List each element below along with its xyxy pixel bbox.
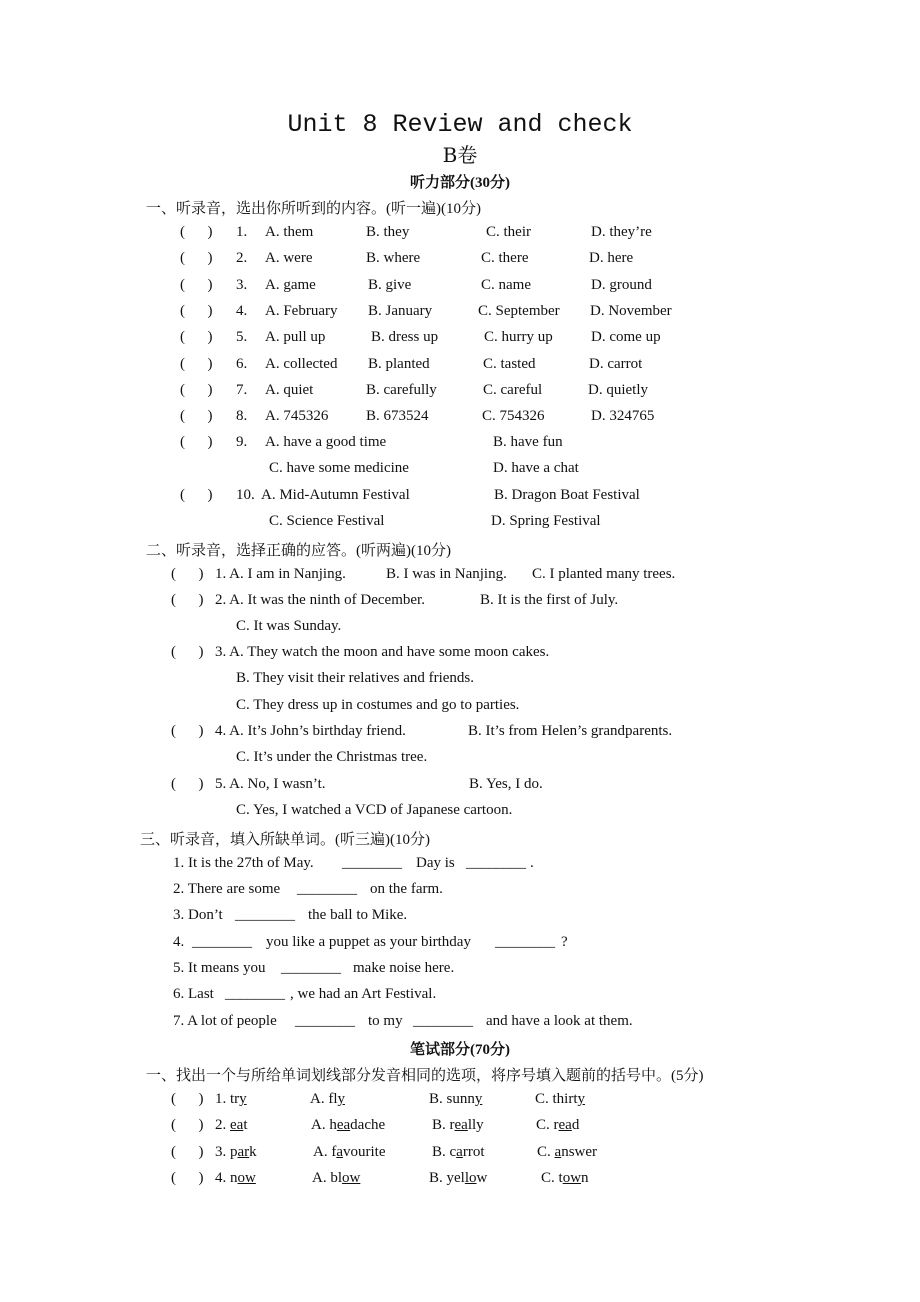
fill-blank[interactable]: ________: [342, 855, 402, 871]
fill-blank[interactable]: ________: [192, 934, 252, 950]
p2-q5-a: 5. A. No, I wasn’t.: [215, 776, 326, 792]
question-number: 6.: [236, 356, 248, 372]
fill-blank[interactable]: ________: [281, 960, 341, 976]
option-c[interactable]: C. Science Festival: [269, 513, 385, 529]
answer-bracket[interactable]: ( ): [180, 408, 213, 424]
answer-bracket[interactable]: ( ): [171, 566, 204, 582]
underlined-letters: ow: [562, 1170, 582, 1186]
option-a[interactable]: A. blow: [312, 1170, 361, 1186]
p3-item6: [0, 986, 437, 1008]
option-b[interactable]: B. they: [366, 224, 410, 240]
p2-q5-c-row: [0, 802, 513, 824]
answer-bracket[interactable]: ( ): [180, 434, 213, 450]
option-c[interactable]: C. tasted: [483, 356, 536, 372]
underlined-letters: ea: [336, 1117, 351, 1133]
option-b[interactable]: B. carefully: [366, 382, 437, 398]
option-c[interactable]: C. thirty: [535, 1091, 586, 1107]
answer-bracket[interactable]: ( ): [180, 224, 213, 240]
option-b[interactable]: B. dress up: [371, 329, 439, 345]
question-number: 2. eat: [215, 1117, 248, 1133]
listening-part1-instruction: 一、听录音，选出你所听到的内容。(听一遍)(10分): [146, 201, 481, 217]
option-c[interactable]: C. town: [541, 1170, 589, 1186]
option-a[interactable]: A. headache: [311, 1117, 386, 1133]
p3-text: 7. A lot of people: [173, 1013, 277, 1029]
p3-text: , we had an Art Festival.: [290, 986, 437, 1002]
underlined-letters: y: [577, 1091, 586, 1107]
p3-text: you like a puppet as your birthday: [266, 934, 471, 950]
p3-text: .: [530, 855, 534, 871]
p2-q3-c-row: [0, 697, 520, 719]
option-c[interactable]: C. answer: [537, 1144, 598, 1160]
option-d[interactable]: D. November: [590, 303, 672, 319]
underlined-letters: ea: [454, 1117, 468, 1133]
option-a[interactable]: A. pull up: [265, 329, 326, 345]
written-heading: 笔试部分(70分): [410, 1042, 510, 1058]
option-b[interactable]: B. Dragon Boat Festival: [494, 487, 640, 503]
answer-bracket[interactable]: ( ): [171, 1117, 204, 1133]
option-c[interactable]: C. hurry up: [484, 329, 553, 345]
option-b[interactable]: B. have fun: [493, 434, 563, 450]
fill-blank[interactable]: ________: [297, 881, 357, 897]
option-c[interactable]: C. read: [536, 1117, 580, 1133]
p3-text: 3. Don’t: [173, 907, 223, 923]
p2-q5-c: C. Yes, I watched a VCD of Japanese cartoon.: [236, 802, 513, 818]
p2-q3: [0, 644, 550, 666]
p2-q1-c: C. I planted many trees.: [532, 566, 676, 582]
option-a[interactable]: A. have a good time: [265, 434, 387, 450]
p3-item5: [0, 960, 455, 982]
option-c[interactable]: C. careful: [483, 382, 543, 398]
listening-part2-instruction: 二、听录音，选择正确的应答。(听两遍)(10分): [146, 543, 451, 559]
option-a[interactable]: A. Mid-Autumn Festival: [261, 487, 410, 503]
option-d[interactable]: D. they’re: [591, 224, 652, 240]
option-b[interactable]: B. January: [368, 303, 433, 319]
p2-q2: [0, 592, 619, 614]
p3-text: 5. It means you: [173, 960, 266, 976]
p3-text: Day is: [416, 855, 455, 871]
option-c[interactable]: C. there: [481, 250, 529, 266]
option-d[interactable]: D. 324765: [591, 408, 655, 424]
fill-blank[interactable]: ________: [495, 934, 555, 950]
answer-bracket[interactable]: ( ): [171, 723, 204, 739]
option-b[interactable]: B. yellow: [429, 1170, 488, 1186]
p2-q3-b: B. They visit their relatives and friends.: [236, 670, 475, 686]
answer-bracket[interactable]: ( ): [171, 592, 204, 608]
answer-bracket[interactable]: ( ): [180, 487, 213, 503]
option-d[interactable]: D. here: [589, 250, 634, 266]
p3-text: 4.: [173, 934, 185, 950]
option-b[interactable]: B. sunny: [429, 1091, 483, 1107]
answer-bracket[interactable]: ( ): [171, 1144, 204, 1160]
question-number: 3. park: [215, 1144, 257, 1160]
question-number: 5.: [236, 329, 248, 345]
option-d[interactable]: D. ground: [591, 277, 652, 293]
p3-text: and have a look at them.: [486, 1013, 633, 1029]
answer-bracket[interactable]: ( ): [180, 250, 213, 266]
underlined-letters: ea: [558, 1117, 572, 1133]
p2-q1-b: B. I was in Nanjing.: [386, 566, 507, 582]
p2-q4: [0, 723, 673, 745]
fill-blank[interactable]: ________: [413, 1013, 473, 1029]
answer-bracket[interactable]: ( ): [171, 1091, 204, 1107]
answer-bracket[interactable]: ( ): [171, 1170, 204, 1186]
option-b[interactable]: B. really: [432, 1117, 484, 1133]
written-part1-instruction: 一、找出一个与所给单词划线部分发音相同的选项，将序号填入题前的括号中。(5分): [146, 1068, 704, 1084]
underlined-letters: ow: [237, 1170, 256, 1186]
question-number: 8.: [236, 408, 248, 424]
question-number: 1. try: [215, 1091, 247, 1107]
underlined-letters: ar: [237, 1144, 250, 1160]
answer-bracket[interactable]: ( ): [180, 356, 213, 372]
p3-item3: [0, 907, 408, 929]
option-b[interactable]: B. give: [368, 277, 412, 293]
question-number: 1.: [236, 224, 248, 240]
underlined-letters: y: [474, 1091, 483, 1107]
p2-q3-a: 3. A. They watch the moon and have some moon cakes.: [215, 644, 550, 660]
answer-bracket[interactable]: ( ): [180, 329, 213, 345]
p2-q3-b-row: [0, 670, 475, 692]
underlined-letters: a: [554, 1144, 562, 1160]
option-c[interactable]: C. name: [481, 277, 531, 293]
page-title: Unit 8 Review and check: [287, 110, 633, 139]
option-d[interactable]: D. carrot: [589, 356, 643, 372]
question-number: 4.: [236, 303, 248, 319]
page-subtitle: B卷: [442, 143, 478, 167]
underlined-letters: y: [239, 1091, 247, 1107]
question-number: 7.: [236, 382, 248, 398]
listening-heading: 听力部分(30分): [410, 175, 510, 191]
fill-blank[interactable]: ________: [225, 986, 285, 1002]
question-number: 10.: [236, 487, 255, 503]
option-c[interactable]: C. 754326: [482, 408, 545, 424]
p2-q3-c: C. They dress up in costumes and go to parties.: [236, 697, 520, 713]
p3-text: 2. There are some: [173, 881, 281, 897]
p3-text: on the farm.: [370, 881, 443, 897]
answer-bracket[interactable]: ( ): [171, 644, 204, 660]
p2-q4-c-row: [0, 749, 428, 771]
underlined-letters: y: [337, 1091, 345, 1107]
p3-item7: [0, 1013, 633, 1035]
fill-blank[interactable]: ________: [235, 907, 295, 923]
option-d[interactable]: D. come up: [591, 329, 661, 345]
p2-q4-c: C. It’s under the Christmas tree.: [236, 749, 428, 765]
answer-bracket[interactable]: ( ): [180, 303, 213, 319]
fill-blank[interactable]: ________: [295, 1013, 355, 1029]
question-number: 4. now: [215, 1170, 256, 1186]
p3-item2: [0, 881, 443, 903]
p3-text: 1. It is the 27th of May.: [173, 855, 314, 871]
option-b[interactable]: B. where: [366, 250, 421, 266]
option-c[interactable]: C. September: [478, 303, 560, 319]
option-a[interactable]: A. fly: [310, 1091, 345, 1107]
option-d[interactable]: D. have a chat: [493, 460, 579, 476]
option-a[interactable]: A. 745326: [265, 408, 329, 424]
p2-q2-a: 2. A. It was the ninth of December.: [215, 592, 425, 608]
option-a[interactable]: A. quiet: [265, 382, 314, 398]
question-number: 9.: [236, 434, 248, 450]
p2-q2-cont: [0, 618, 342, 640]
question-number: 2.: [236, 250, 248, 266]
p3-text: 6. Last: [173, 986, 214, 1002]
option-a[interactable]: A. favourite: [313, 1144, 386, 1160]
answer-bracket[interactable]: ( ): [180, 277, 213, 293]
p2-q1: [0, 566, 676, 588]
answer-bracket[interactable]: ( ): [180, 382, 213, 398]
option-a[interactable]: A. were: [265, 250, 313, 266]
fill-blank[interactable]: ________: [466, 855, 526, 871]
p3-item1: [0, 855, 534, 877]
underlined-letters: lo: [464, 1170, 477, 1186]
underlined-letters: ea: [230, 1117, 244, 1133]
option-d[interactable]: D. Spring Festival: [491, 513, 601, 529]
p2-q1-a: 1. A. I am in Nanjing.: [215, 566, 346, 582]
option-c[interactable]: C. their: [486, 224, 531, 240]
p3-text: to my: [368, 1013, 403, 1029]
option-a[interactable]: A. them: [265, 224, 314, 240]
p3-text: the ball to Mike.: [308, 907, 408, 923]
p2-q5-b: B. Yes, I do.: [469, 776, 543, 792]
underlined-letters: a: [456, 1144, 463, 1160]
answer-bracket[interactable]: ( ): [171, 776, 204, 792]
option-b[interactable]: B. carrot: [432, 1144, 485, 1160]
underlined-letters: ow: [342, 1170, 361, 1186]
p2-q5: [0, 776, 543, 798]
p3-text: ?: [561, 934, 568, 950]
option-b[interactable]: B. 673524: [366, 408, 429, 424]
option-a[interactable]: A. collected: [265, 356, 338, 372]
p3-text: make noise here.: [353, 960, 455, 976]
p3-item4: [0, 934, 568, 956]
p2-q2-b: B. It is the first of July.: [480, 592, 619, 608]
option-a[interactable]: A. game: [265, 277, 316, 293]
listening-part3-instruction: 三、听录音，填入所缺单词。(听三遍)(10分): [140, 832, 430, 848]
option-c[interactable]: C. have some medicine: [269, 460, 409, 476]
option-d[interactable]: D. quietly: [588, 382, 648, 398]
p2-q4-a: 4. A. It’s John’s birthday friend.: [215, 723, 406, 739]
question-number: 3.: [236, 277, 248, 293]
underlined-letters: a: [336, 1144, 343, 1160]
option-a[interactable]: A. February: [265, 303, 338, 319]
p2-q4-b: B. It’s from Helen’s grandparents.: [468, 723, 673, 739]
p2-q2-c: C. It was Sunday.: [236, 618, 342, 634]
option-b[interactable]: B. planted: [368, 356, 430, 372]
